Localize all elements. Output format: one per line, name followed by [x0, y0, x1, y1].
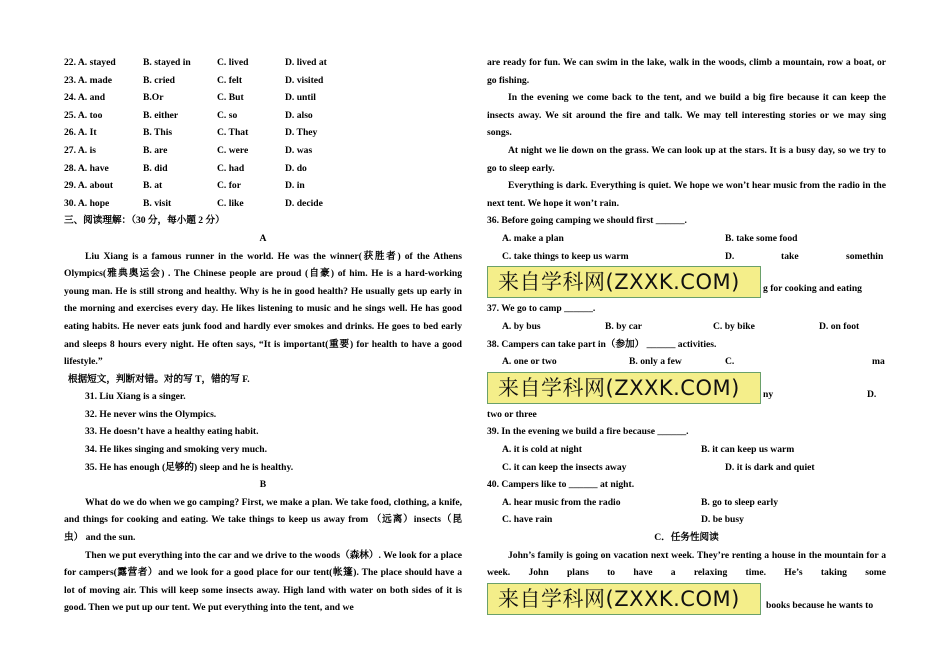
option-36b: B. take some food [725, 232, 798, 244]
passage-c-heading: C．任务性阅读 [654, 532, 719, 544]
option-b: B. are [143, 144, 168, 156]
passage-b-paragraph-4: At night we lie down on the grass. We can look up at the stars. It is a busy day, so we try to go to sleep early. [487, 144, 886, 174]
option-c: C. had [217, 162, 245, 174]
cloze-row [64, 195, 462, 213]
cloze-row [64, 124, 462, 142]
option-37b: B. by car [605, 320, 643, 332]
option-38b: B. only a few [629, 356, 682, 368]
option-c: C. That [217, 127, 249, 139]
option-39d: D. it is dark and quiet [725, 461, 815, 473]
option-a: 26. A. It [64, 127, 97, 139]
option-38c-tail: ny [763, 388, 774, 400]
cloze-row [64, 142, 462, 160]
option-a: 25. A. too [64, 109, 103, 121]
passage-b-paragraph-2: Then we put everything into the car and we drive to the woods（森林）. We look for a place for campers(露营者）and we look for a good place for our tent(帐篷). The place should have a lot of moving air. This will keep some insects away. High land with water on both sides of it is good. Then we put up our tent. We put everything into the tent, and we [64, 549, 462, 614]
option-b: B. cried [143, 74, 175, 86]
cloze-row [64, 160, 462, 178]
question-40-options-row-1 [487, 494, 886, 512]
question-40-options-row-2 [487, 511, 886, 529]
option-37d: D. on foot [819, 320, 860, 332]
cloze-row [64, 89, 462, 107]
left-column [64, 54, 462, 617]
option-36d-label: D. [725, 250, 735, 262]
watermark-row-2 [487, 371, 886, 406]
option-36c: C. take things to keep us warm [502, 250, 629, 262]
passage-a-instruction: 根据短文，判断对错。对的写 T，错的写 F. [68, 373, 250, 385]
option-36d-word-2: somethin [846, 250, 884, 262]
option-38c-fragment: ma [872, 356, 885, 368]
option-40d: D. be busy [701, 514, 744, 526]
option-b: B. visit [143, 197, 172, 209]
option-d: D. until [285, 92, 316, 104]
option-c: C. like [217, 197, 244, 209]
option-d: D. do [285, 162, 307, 174]
option-d: D. visited [285, 74, 324, 86]
option-d: D. lived at [285, 57, 327, 68]
cloze-row [64, 177, 462, 195]
option-38c-label: C. [725, 356, 735, 368]
passage-c-tail: books because he wants to [766, 599, 874, 611]
watermark-banner: 来自学科网(ZXXK.COM) [487, 266, 761, 298]
watermark-banner: 来自学科网(ZXXK.COM) [487, 583, 761, 615]
statement-33: 33. He doesn’t have a healthy eating habit. [85, 426, 259, 438]
passage-b-heading: B [259, 479, 267, 491]
passage-b-paragraph-5: Everything is dark. Everything is quiet. We hope we won’t hear music from the radio in the next tent. We hope it won’t rain. [487, 180, 886, 209]
statement-35: 35. He has enough (足够的) sleep and he is healthy. [85, 461, 294, 473]
option-b: B. This [143, 127, 173, 139]
option-c: C. so [217, 109, 238, 121]
option-37c: C. by bike [713, 320, 755, 332]
option-b: B. either [143, 109, 179, 121]
option-d: D. was [285, 144, 313, 156]
passage-b-paragraph-1: What do we do when we go camping? First, we make a plan. We take food, clothing, a knife, and things for cooking and eating. We take things to keep us away from （远离）insects（昆虫） and the sun. [64, 496, 462, 544]
watermark-row-1 [487, 265, 886, 300]
option-38d-label: D. [867, 388, 877, 400]
question-39-options-row-1 [487, 441, 886, 459]
option-38d: two or three [487, 408, 537, 420]
option-39b: B. it can keep us warm [701, 444, 795, 456]
option-b: B. at [143, 180, 163, 192]
question-36-options-row-2 [487, 248, 886, 266]
option-a: 23. A. made [64, 74, 112, 86]
option-d: D. also [285, 109, 313, 121]
option-a: 27. A. is [64, 144, 96, 156]
option-40b: B. go to sleep early [701, 496, 779, 508]
statement-34: 34. He likes singing and smoking very much. [85, 444, 268, 456]
option-c: C. were [217, 144, 249, 156]
option-a: 30. A. hope [64, 197, 110, 209]
passage-b-paragraph-2-continued: are ready for fun. We can swim in the lake, walk in the woods, climb a mountain, row a boat, or go fishing. [487, 57, 886, 86]
section-3-title: 三、阅读理解：（30 分，每小题 2 分） [64, 215, 225, 227]
question-36: 36. Before going camping we should first ______. [487, 215, 687, 227]
question-38-options [487, 353, 886, 371]
option-39a: A. it is cold at night [502, 444, 582, 456]
option-a: 28. A. have [64, 162, 109, 174]
option-c: C. for [217, 180, 241, 192]
option-b: B.Or [143, 92, 164, 104]
option-b: B. did [143, 162, 168, 174]
option-c: C. But [217, 92, 244, 104]
passage-c-paragraph-1: John’s family is going on vacation next week. They’re renting a house in the mountain for a week. John plans to have a relaxing time. He’s taking some [487, 549, 886, 579]
cloze-row [64, 72, 462, 90]
statement-32: 32. He never wins the Olympics. [85, 408, 217, 420]
option-38a: A. one or two [502, 356, 557, 368]
option-a: 22. A. stayed [64, 57, 116, 68]
option-40c: C. have rain [502, 514, 553, 526]
option-d: D. in [285, 180, 305, 192]
question-36-options-row-1 [487, 230, 886, 248]
passage-b-paragraph-3: In the evening we come back to the tent, and we build a big fire because it can keep the insects away. We sit around the fire and talk. We may tell interesting stories or we may sing songs. [487, 92, 886, 139]
option-36d-word-1: take [781, 250, 799, 262]
watermark-banner: 来自学科网(ZXXK.COM) [487, 372, 761, 404]
question-37-options [487, 318, 886, 336]
passage-a-text: Liu Xiang is a famous runner in the world. He was the winner(获胜者) of the Athens Olympics(雅典奥运会) . The Chinese people are proud (自豪) of him. He is a hard-working young man. He is still strong and healthy. Why is he in good health? He usually gets up early in the morning and exercises every day. He likes listening to music and he sings well. He has good eating habits. He never eats junk food and hardly ever smokes and drinks. He goes to bed early and sleeps 8 hours every night. He often says, “It is important(重要) for health to have a good lifestyle.” [64, 250, 462, 368]
option-c: C. felt [217, 74, 243, 86]
option-a: 24. A. and [64, 92, 106, 104]
statement-31: 31. Liu Xiang is a singer. [85, 391, 186, 403]
cloze-row [64, 107, 462, 125]
question-37: 37. We go to camp ______. [487, 303, 596, 315]
passage-a-heading: A [259, 232, 267, 244]
option-d: D. They [285, 127, 318, 139]
question-39-options-row-2 [487, 459, 886, 477]
option-c: C. lived [217, 57, 249, 68]
question-40: 40. Campers like to ______ at night. [487, 479, 635, 491]
option-d: D. decide [285, 197, 323, 209]
question-38: 38. Campers can take part in（参加） ______ activities. [487, 338, 717, 350]
option-37a: A. by bus [502, 320, 541, 332]
cloze-answer-list [64, 54, 462, 212]
question-39: 39. In the evening we build a fire because ______. [487, 426, 689, 438]
watermark-row-3 [487, 582, 886, 617]
option-39c: C. it can keep the insects away [502, 461, 627, 473]
option-40a: A. hear music from the radio [502, 496, 621, 508]
option-a: 29. A. about [64, 180, 114, 192]
option-36a: A. make a plan [502, 232, 564, 244]
right-column [487, 54, 886, 617]
cloze-row [64, 54, 462, 72]
option-36d-tail: g for cooking and eating [763, 283, 862, 295]
option-b: B. stayed in [143, 57, 191, 68]
